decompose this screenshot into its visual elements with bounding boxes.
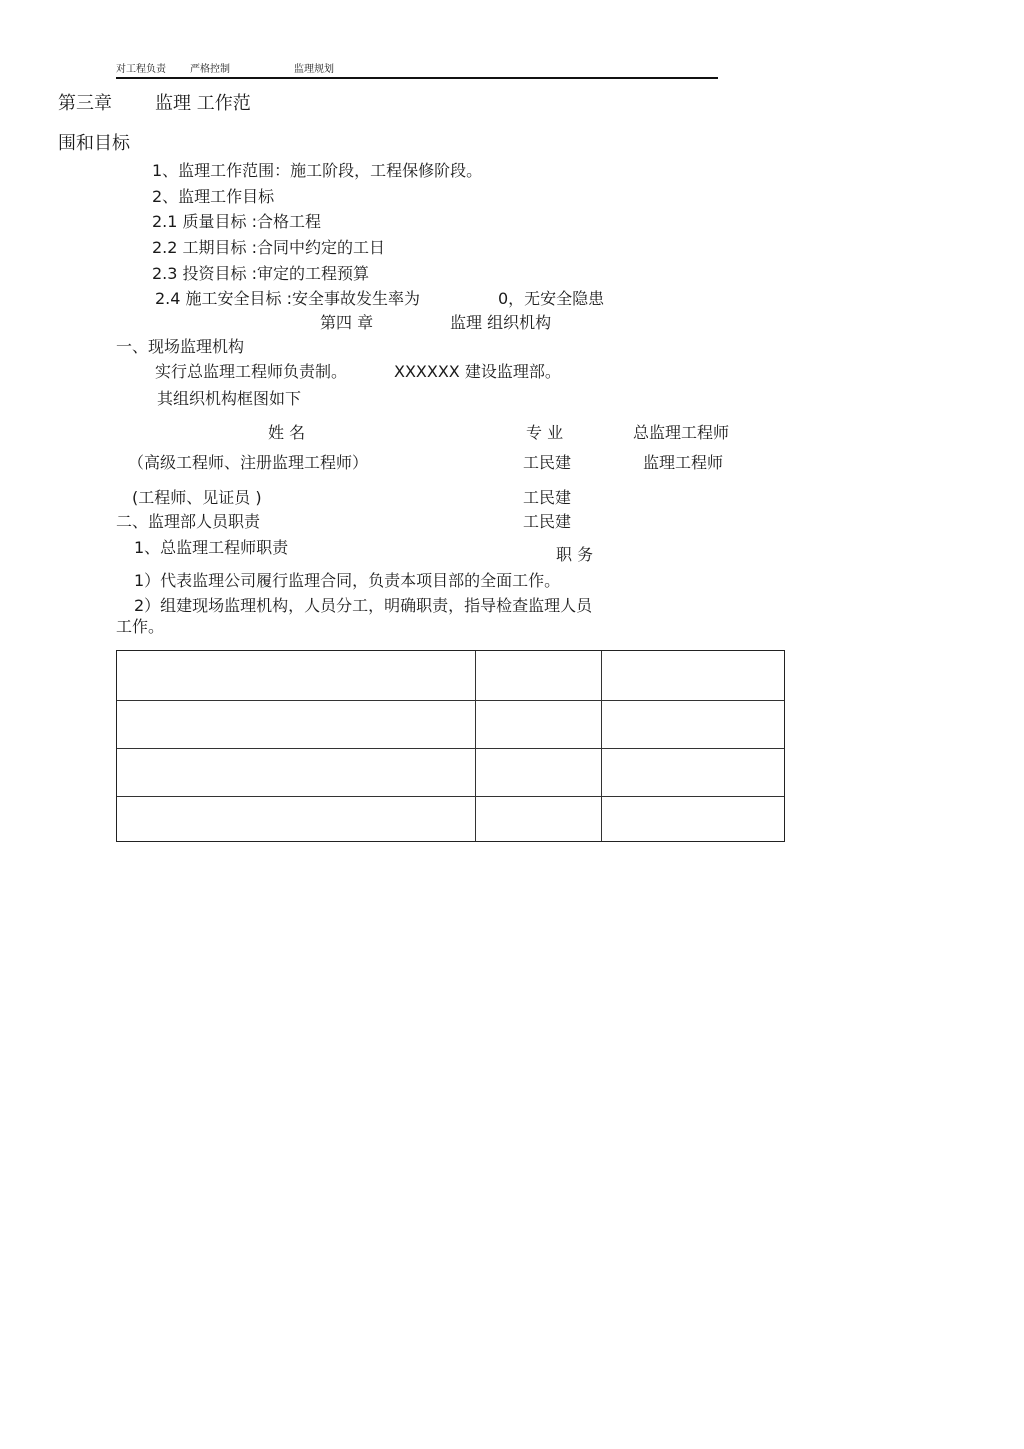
para-org-chart-intro: 其组织机构框图如下 [157,389,302,408]
header-item-control: 严格控制 [190,64,230,75]
col-duty-label: 职 务 [556,545,594,564]
goal-schedule: 2.2 工期目标 :合同中约定的工日 [152,238,386,257]
row3-major: 工民建 [523,512,572,531]
col-name-label: 姓 名 [268,423,306,442]
row1-major: 工民建 [523,453,572,472]
goal-safety: 2.4 施工安全目标 :安全事故发生率为 [155,289,421,308]
col-major-label: 专 业 [526,423,564,442]
row2-major: 工民建 [523,488,572,507]
chapter3-heading-title-cont: 围和目标 [58,133,130,154]
para-department-name: XXXXXX 建设监理部。 [394,362,561,381]
goal-investment: 2.3 投资目标 :审定的工程预算 [152,264,370,283]
duty-1: 1）代表监理公司履行监理合同，负责本项目部的全面工作。 [134,571,561,590]
table-row-divider [117,748,784,749]
goal-item: 2、监理工作目标 [152,187,275,206]
goal-quality: 2.1 质量目标 :合格工程 [152,212,322,231]
section-onsite-org: 一、现场监理机构 [116,337,245,356]
table-row-divider [117,796,784,797]
chapter3-heading-number: 第三章 [58,93,112,114]
row1-role: 监理工程师 [643,453,724,472]
header-item-plan: 监理规划 [294,64,334,75]
table-col-divider [475,651,476,841]
empty-staff-table [116,650,785,842]
duty-2-cont: 工作。 [116,617,165,636]
header-rule [116,77,718,79]
section-staff-duties: 二、监理部人员职责 [116,512,261,531]
chapter3-heading-title: 监理 工作范 [155,93,251,114]
header-item-responsibility: 对工程负责 [116,64,166,75]
chapter4-heading-number: 第四 章 [320,313,374,332]
sub-chief-duties: 1、总监理工程师职责 [134,538,289,557]
chapter4-heading-title: 监理 组织机构 [450,313,552,332]
para-responsibility-system: 实行总监理工程师负责制。 [155,362,348,381]
table-row-divider [117,700,784,701]
col-role-chief: 总监理工程师 [633,423,730,442]
table-col-divider [601,651,602,841]
scope-item: 1、监理工作范围：施工阶段，工程保修阶段。 [152,161,483,180]
goal-safety-value: 0，无安全隐患 [498,289,605,308]
row1-name: （高级工程师、注册监理工程师） [128,453,369,472]
duty-2: 2）组建现场监理机构，人员分工，明确职责，指导检查监理人员 [134,596,593,615]
row2-name: (工程师、见证员 ) [132,488,262,507]
